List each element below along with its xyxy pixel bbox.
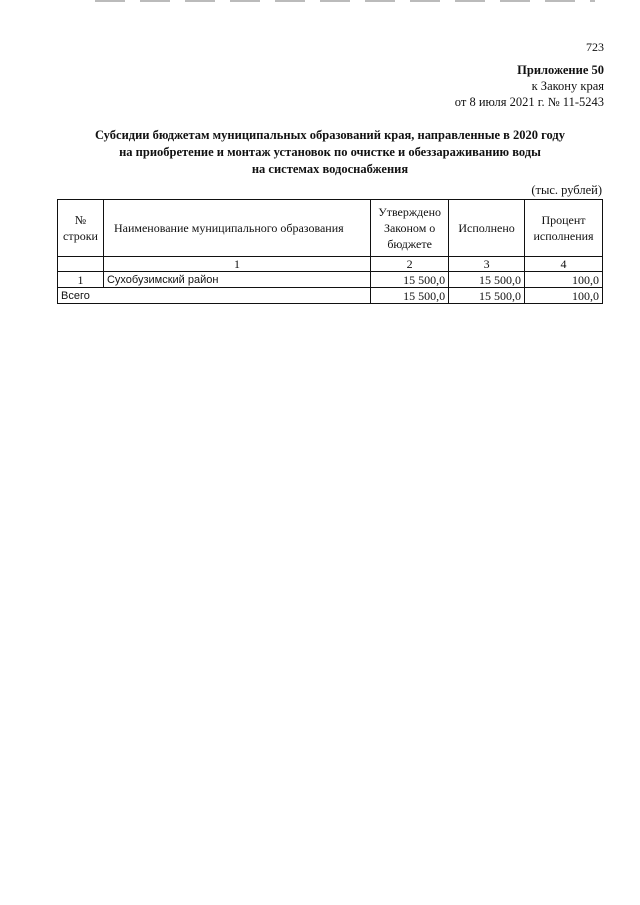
column-number-2: 2 [371,257,449,272]
total-label: Всего [58,288,371,304]
page-number: 723 [586,40,604,54]
appendix-heading: Приложение 50 [517,63,604,77]
scan-top-edge [95,0,595,2]
row-percent: 100,0 [525,272,603,288]
row-number: 1 [58,272,104,288]
appendix-line-1: к Закону края [531,79,604,93]
total-row [58,288,603,304]
row-approved: 15 500,0 [371,272,449,288]
column-number-1: 1 [103,257,370,272]
column-number-empty [58,257,104,272]
table-row [58,272,603,288]
column-number-3: 3 [449,257,525,272]
appendix-line-2: от 8 июля 2021 г. № 11-5243 [454,95,604,109]
row-name: Сухобузимский район [103,272,370,288]
column-number-4: 4 [525,257,603,272]
subsidy-table [57,199,603,304]
header-name: Наименование муниципального образования [103,200,370,257]
appendix-block [455,62,604,110]
title-line-2: на приобретение и монтаж установок по очистке и обеззараживанию воды [119,145,541,159]
total-percent: 100,0 [525,288,603,304]
units-label: (тыс. рублей) [531,183,602,197]
title-line-1: Субсидии бюджетам муниципальных образований края, направленные в 2020 году [94,128,566,142]
header-approved: Утверждено Законом о бюджете [371,200,449,257]
header-row-number: № строки [58,200,104,257]
table-header-row [58,200,603,257]
total-approved: 15 500,0 [371,288,449,304]
document-title [60,127,600,178]
title-line-3: на системах водоснабжения [251,162,409,176]
total-executed: 15 500,0 [449,288,525,304]
header-executed: Исполнено [449,200,525,257]
header-percent: Процент исполнения [525,200,603,257]
column-number-row [58,257,603,272]
row-executed: 15 500,0 [449,272,525,288]
